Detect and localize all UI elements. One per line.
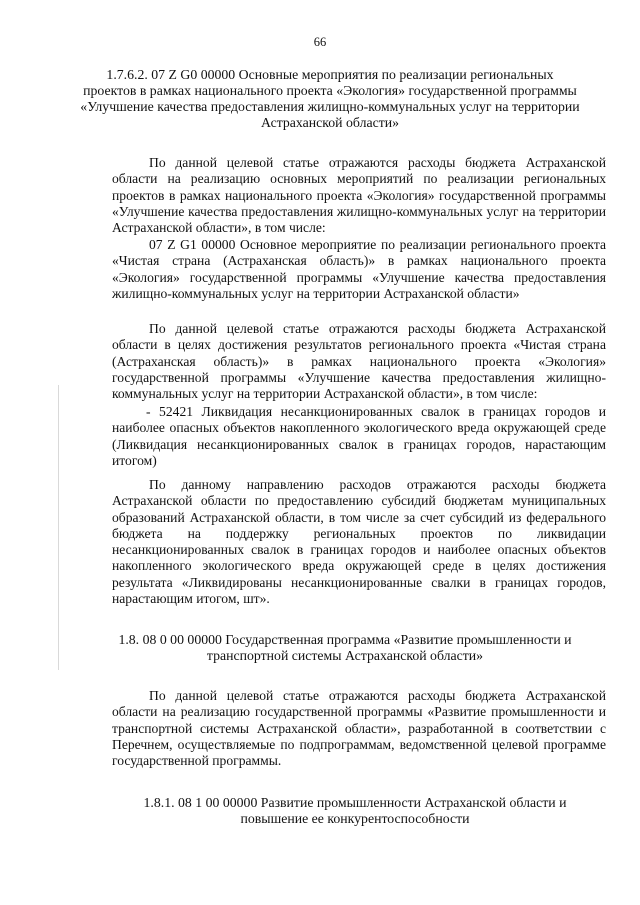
scan-margin-line — [58, 385, 59, 670]
paragraph-subsidies-expenses: По данному направлению расходов отражаются расходы бюджета Астраханской области по предоставлению субсидий бюджетам муниципальных образований Астраханской области, в том числе за счет субсидий из федерального бюджета на поддержку региональных проектов по ликвидации несанкционированных свалок в границах городов и наиболее опасных объектов накопленного экологического вреда окружающей среде в целях достижения результата «Ликвидированы несанкционированные свалки в границах городов, нарастающим итогом, шт». — [112, 477, 606, 607]
paragraph-program-industry-transport: По данной целевой статье отражаются расходы бюджета Астраханской области на реализацию государственной программы «Развитие промышленности и транспортной системы Астраханской области», разработанной в соответствии с Перечнем, осуществляемые по подпрограммам, ведомственной целевой программе государственной программы. — [112, 688, 606, 769]
section-heading-1-8-1: 1.8.1. 08 1 00 00000 Развитие промышленности Астраханской области и повышение ее конкурентоспособности — [143, 795, 567, 826]
paragraph-target-article-expenses: По данной целевой статье отражаются расходы бюджета Астраханской области на реализацию основных мероприятий по реализации региональных проектов в рамках национального проекта «Экология» государственной программы «Улучшение качества предоставления жилищно-коммунальных услуг на территории Астраханской области», в том числе: — [112, 155, 606, 236]
section-heading-1-7-6-2: 1.7.6.2. 07 Z G0 00000 Основные мероприятия по реализации региональных проектов в рамках национального проекта «Экология» государственной программы «Улучшение качества предоставления жилищно-коммунальных услуг на территории Астраханской области» — [80, 67, 580, 130]
page-number: 66 — [313, 35, 327, 49]
list-item-52421: - 52421 Ликвидация несанкционированных свалок в границах городов и наиболее опасных объектов накопленного экологического вреда окружающей среде (Ликвидация несанкционированных свалок в границах городов, нарастающим итогом) — [112, 404, 606, 468]
section-heading-1-8: 1.8. 08 0 00 00000 Государственная программа «Развитие промышленности и транспортной системы Астраханской области» — [118, 632, 572, 663]
paragraph-main-activity-07-z-g1: 07 Z G1 00000 Основное мероприятие по реализации регионального проекта «Чистая страна (Астраханская область)» в рамках национального проекта «Экология» государственной программы «Улучшение качества предоставления жилищно-коммунальных услуг на территории Астраханской области» — [112, 237, 606, 301]
paragraph-clean-country-expenses: По данной целевой статье отражаются расходы бюджета Астраханской области в целях достижения результатов регионального проекта «Чистая страна (Астраханская область)» в рамках национального проекта «Экология» государственной программы «Улучшение качества предоставления жилищно-коммунальных услуг на территории Астраханской области», в том числе: — [112, 321, 606, 402]
